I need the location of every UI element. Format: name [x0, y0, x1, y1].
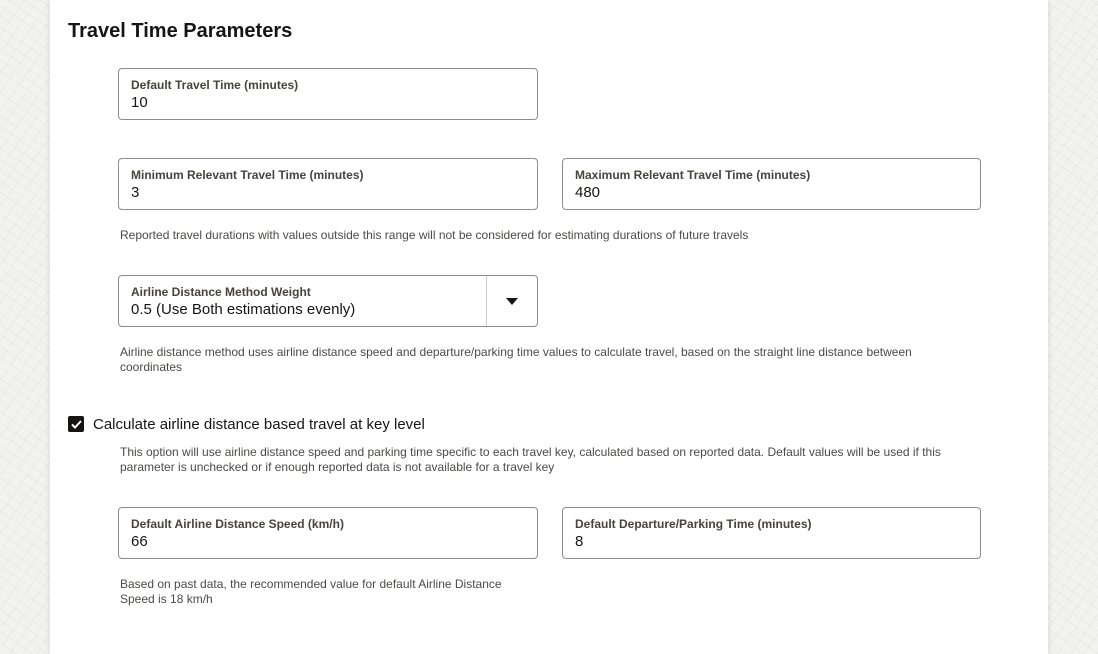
checkmark-icon — [71, 420, 82, 429]
max-relevant-travel-time-field[interactable] — [562, 158, 981, 210]
min-relevant-travel-time-value[interactable]: 3 — [131, 184, 140, 201]
default-departure-parking-time-field[interactable] — [562, 507, 981, 559]
range-help-text: Reported travel durations with values outside this range will not be considered for estimating durations of future travels — [120, 228, 749, 242]
max-relevant-travel-time-value[interactable]: 480 — [575, 184, 601, 201]
chevron-down-icon[interactable] — [487, 276, 537, 326]
key-level-checkbox-label[interactable]: Calculate airline distance based travel at key level — [93, 415, 425, 433]
key-level-help-text: This option will use airline distance speed and parking time specific to each travel key, calculated based on reported data. Default values will be used if this parameter is unchecked or if enough reported data is not available for a travel key — [120, 445, 941, 474]
default-travel-time-field[interactable] — [118, 68, 538, 120]
airline-method-weight-select[interactable] — [118, 275, 538, 327]
key-level-checkbox[interactable] — [68, 416, 84, 432]
key-level-checkbox-row[interactable] — [68, 414, 425, 434]
min-relevant-travel-time-label: Minimum Relevant Travel Time (minutes) — [131, 168, 364, 182]
airline-method-weight-label: Airline Distance Method Weight — [131, 285, 311, 299]
default-airline-speed-label: Default Airline Distance Speed (km/h) — [131, 517, 344, 531]
default-travel-time-label: Default Travel Time (minutes) — [131, 78, 299, 92]
default-airline-speed-field[interactable] — [118, 507, 538, 559]
default-airline-speed-value[interactable]: 66 — [131, 533, 148, 550]
default-departure-parking-time-label: Default Departure/Parking Time (minutes) — [575, 517, 812, 531]
speed-recommendation-help-text: Based on past data, the recommended value for default Airline Distance Speed is 18 km/h — [120, 577, 502, 606]
airline-method-weight-value[interactable]: 0.5 (Use Both estimations evenly) — [131, 301, 356, 318]
airline-method-help-text: Airline distance method uses airline distance speed and departure/parking time values to calculate travel, based on the straight line distance between coordinates — [120, 345, 912, 374]
min-relevant-travel-time-field[interactable] — [118, 158, 538, 210]
section-title: Travel Time Parameters — [68, 20, 293, 42]
max-relevant-travel-time-label: Maximum Relevant Travel Time (minutes) — [575, 168, 811, 182]
default-departure-parking-time-value[interactable]: 8 — [575, 533, 584, 550]
default-travel-time-value[interactable]: 10 — [131, 94, 148, 111]
